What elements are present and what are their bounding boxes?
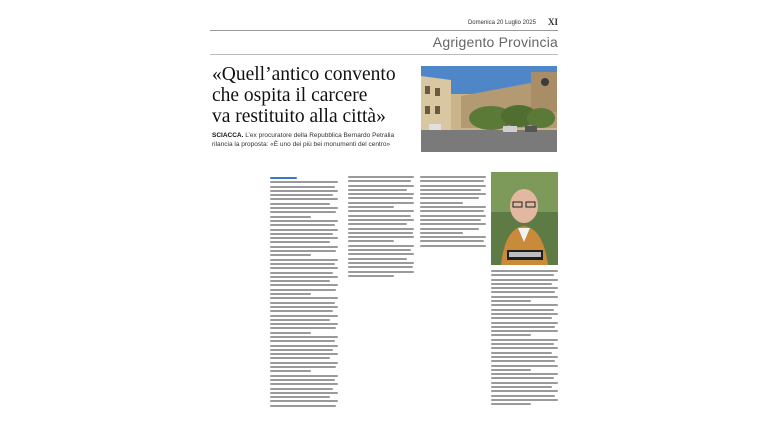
body-text-line [348, 185, 414, 187]
body-text-line [270, 280, 330, 282]
body-text-line [491, 291, 555, 293]
body-text-line [270, 276, 338, 278]
body-text-line [491, 347, 558, 349]
body-text-line [270, 177, 297, 179]
page-number: XI [547, 17, 558, 27]
body-text-line [270, 293, 311, 295]
body-text-line [348, 271, 414, 273]
body-text-line [348, 176, 414, 178]
body-text-line [491, 317, 552, 319]
body-text-line [270, 392, 338, 394]
body-text-line [270, 241, 330, 243]
body-text-line [491, 369, 531, 371]
body-text-line [270, 366, 336, 368]
body-text-line [270, 379, 335, 381]
portrait-photo [491, 172, 558, 265]
body-text-line [270, 246, 338, 248]
body-text-line [270, 345, 338, 347]
body-text-line [270, 349, 333, 351]
body-text-line [348, 202, 414, 204]
body-text-line [491, 334, 531, 336]
body-text-line [270, 306, 338, 308]
body-text-line [270, 254, 311, 256]
body-text-line [270, 362, 338, 364]
body-text-line [348, 206, 394, 208]
body-text-line [491, 300, 531, 302]
body-text-line [270, 229, 338, 231]
body-text-line [491, 386, 552, 388]
body-text-line [270, 224, 335, 226]
body-text-line [348, 232, 413, 234]
body-text-line [491, 365, 558, 367]
body-text-line [270, 405, 336, 407]
body-text-line [270, 211, 336, 213]
body-text-line [491, 390, 558, 392]
body-text-line [348, 253, 414, 255]
body-text-line [270, 388, 333, 390]
body-text-line [348, 228, 414, 230]
body-text-line [491, 343, 554, 345]
body-text-line [270, 383, 338, 385]
body-text-line [270, 315, 338, 317]
body-text-line [348, 275, 394, 277]
body-text-line [420, 197, 479, 199]
body-text-line [348, 249, 411, 251]
body-text-line [348, 215, 411, 217]
body-text-line [270, 340, 335, 342]
body-column-3 [420, 176, 486, 249]
body-text-line [270, 375, 338, 377]
convent-photo [421, 66, 557, 152]
body-text-line [270, 302, 335, 304]
article-subhead [212, 132, 417, 149]
body-text-line [348, 266, 413, 268]
body-text-line [348, 193, 414, 195]
convent-photo-image [421, 66, 557, 152]
body-text-line [491, 339, 558, 341]
body-text-line [270, 207, 338, 209]
body-text-line [420, 185, 486, 187]
body-text-line [491, 403, 531, 405]
body-text-line [270, 198, 338, 200]
body-column-4 [491, 270, 558, 408]
body-text-line [270, 272, 333, 274]
body-text-line [491, 279, 558, 281]
body-text-line [270, 357, 330, 359]
body-text-line [420, 232, 463, 234]
body-text-line [270, 284, 338, 286]
body-text-line [270, 370, 311, 372]
body-text-line [270, 396, 330, 398]
subhead-text-2: rilancia la proposta: «È uno dei più bei monumenti del centro» [212, 140, 391, 148]
body-text-line [491, 399, 558, 401]
body-text-line [270, 181, 338, 183]
body-text-line [348, 262, 414, 264]
body-text-line [420, 202, 463, 204]
newspaper-page [210, 14, 558, 429]
body-text-line [420, 189, 481, 191]
body-text-line [491, 322, 558, 324]
body-text-line [491, 395, 555, 397]
body-text-line [420, 236, 486, 238]
body-text-line [348, 258, 407, 260]
body-text-line [491, 356, 558, 358]
body-text-line [270, 250, 336, 252]
body-text-line [420, 215, 486, 217]
body-text-line [420, 180, 484, 182]
body-text-line [348, 223, 407, 225]
body-text-line [270, 233, 333, 235]
body-text-line [420, 176, 486, 178]
body-text-line [270, 323, 338, 325]
body-text-line [491, 270, 558, 272]
body-column-1 [270, 177, 338, 409]
portrait-image [491, 172, 558, 265]
body-text-line [348, 236, 414, 238]
section-title: Agrigento Provincia [432, 34, 558, 50]
headline-line-2: che ospita il carcere [212, 85, 368, 106]
body-text-line [348, 180, 411, 182]
body-text-line [270, 353, 338, 355]
body-text-line [348, 240, 394, 242]
body-text-line [348, 197, 413, 199]
body-text-line [491, 352, 552, 354]
body-text-line [270, 237, 338, 239]
headline-line-1: «Quell’antico convento [212, 64, 396, 85]
body-text-line [270, 327, 336, 329]
body-text-line [270, 190, 338, 192]
section-divider [210, 54, 558, 55]
body-text-line [270, 297, 338, 299]
masthead [210, 14, 558, 31]
body-text-line [270, 203, 330, 205]
body-text-line [491, 326, 555, 328]
article-headline [212, 64, 417, 127]
body-text-line [270, 310, 333, 312]
body-text-line [420, 210, 484, 212]
body-text-line [270, 267, 338, 269]
body-text-line [348, 245, 414, 247]
body-text-line [420, 219, 481, 221]
body-text-line [348, 210, 414, 212]
body-text-line [491, 313, 558, 315]
body-text-line [420, 206, 486, 208]
body-text-line [270, 332, 311, 334]
body-text-line [491, 283, 552, 285]
body-text-line [491, 309, 554, 311]
body-text-line [491, 373, 558, 375]
headline-line-3: va restituito alla città» [212, 106, 386, 127]
body-text-line [348, 189, 407, 191]
body-text-line [270, 186, 335, 188]
body-text-line [491, 287, 558, 289]
body-column-2 [348, 176, 414, 279]
body-text-line [270, 194, 333, 196]
body-text-line [420, 223, 486, 225]
body-text-line [420, 245, 486, 247]
body-text-line [270, 259, 338, 261]
body-text-line [491, 382, 558, 384]
body-text-line [348, 219, 414, 221]
body-text-line [270, 220, 338, 222]
issue-date: Domenica 20 Luglio 2025 [467, 20, 536, 26]
body-text-line [491, 304, 558, 306]
subhead-text-1: L’ex procuratore della Repubblica Bernardo Petralia [245, 132, 395, 139]
body-text-line [420, 240, 484, 242]
body-text-line [420, 228, 479, 230]
body-text-line [270, 319, 330, 321]
body-text-line [270, 216, 311, 218]
body-text-line [491, 274, 554, 276]
body-text-line [270, 336, 338, 338]
body-text-line [270, 289, 336, 291]
body-text-line [491, 296, 558, 298]
body-text-line [491, 330, 558, 332]
body-text-line [270, 263, 335, 265]
dateline-place: SCIACCA. [212, 132, 244, 139]
body-text-line [420, 193, 486, 195]
body-text-line [491, 360, 555, 362]
body-text-line [270, 400, 338, 402]
body-text-line [491, 377, 554, 379]
